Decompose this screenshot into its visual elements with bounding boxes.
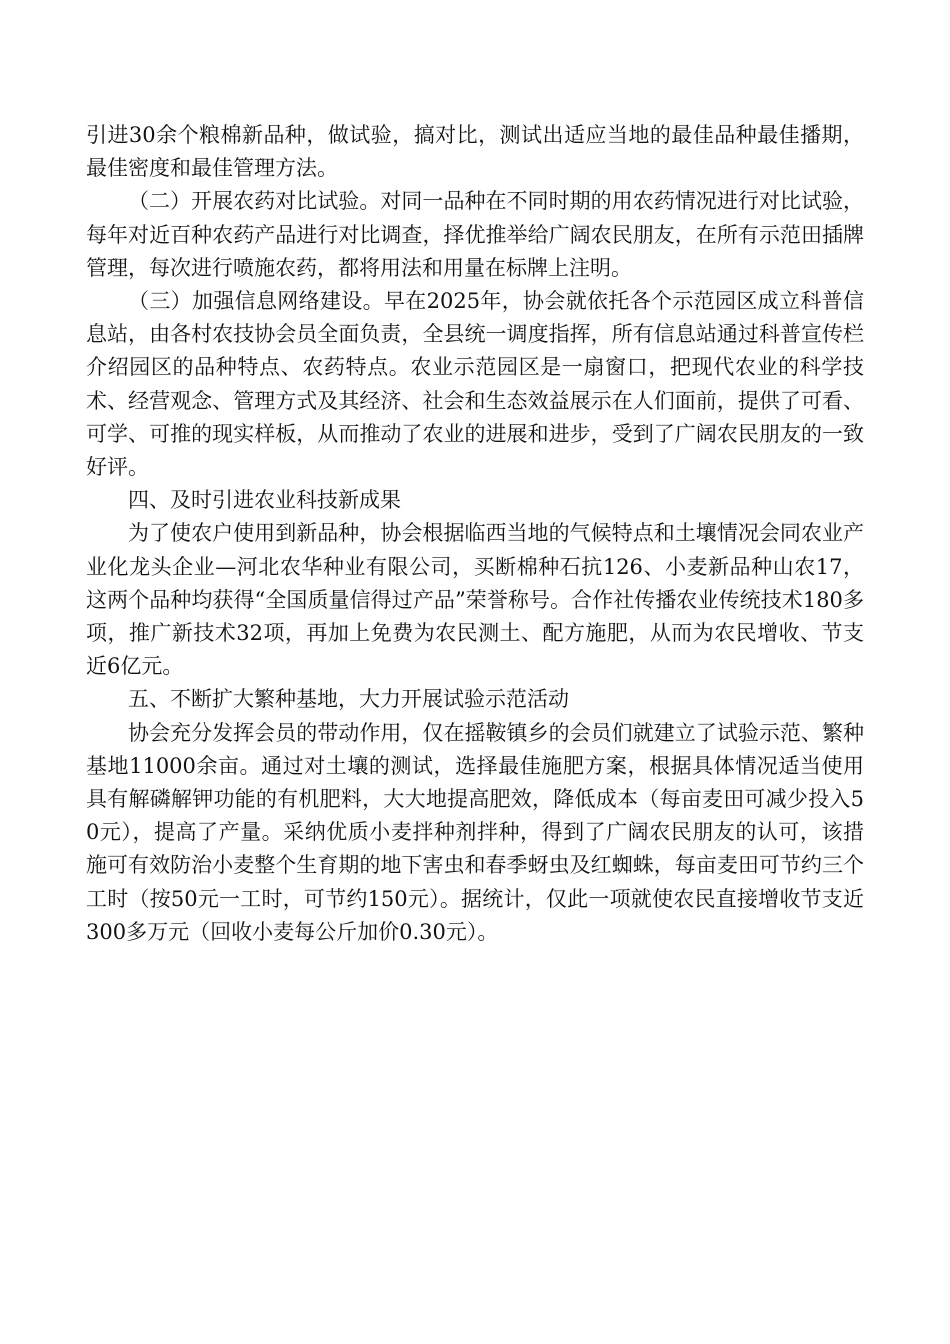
- section-heading-4: 四、及时引进农业科技新成果: [128, 488, 401, 513]
- document-body: [86, 119, 864, 949]
- paragraph-2: （二）开展农药对比试验。对同一品种在不同时期的用农药情况进行对比试验，每年对近百种农药产品进行对比调查，择优推举给广阔农民朋友，在所有示范田插牌管理，每次进行喷施农药，都将用法和用量在标牌上注明。: [86, 189, 864, 280]
- paragraph-3: （三）加强信息网络建设。早在2025年，协会就依托各个示范园区成立科普信息站，由各村农技协会员全面负责，全县统一调度指挥，所有信息站通过科普宣传栏介绍园区的品种特点、农药特点。农业示范园区是一扇窗口，把现代农业的科学技术、经营观念、管理方式及其经济、社会和生态效益展示在人们面前，提供了可看、可学、可推的现实样板，从而推动了农业的进展和进步，受到了广阔农民朋友的一致好评。: [86, 289, 864, 480]
- section-heading-5: 五、不断扩大繁种基地，大力开展试验示范活动: [128, 687, 569, 712]
- paragraph-1: 引进30余个粮棉新品种，做试验，搞对比，测试出适应当地的最佳品种最佳播期，最佳密度和最佳管理方法。: [86, 123, 864, 181]
- paragraph-5: 协会充分发挥会员的带动作用，仅在摇鞍镇乡的会员们就建立了试验示范、繁种基地11000余亩。通过对土壤的测试，选择最佳施肥方案，根据具体情况适当使用具有解磷解钾功能的有机肥料，大大地提高肥效，降低成本（每亩麦田可减少投入50元），提高了产量。采纳优质小麦拌种剂拌种，得到了广阔农民朋友的认可，该措施可有效防治小麦整个生育期的地下害虫和春季蚜虫及红蜘蛛，每亩麦田可节约三个工时（按50元一工时，可节约150元）。据统计，仅此一项就使农民直接增收节支近300多万元（回收小麦每公斤加价0.30元）。: [86, 720, 864, 944]
- paragraph-4: 为了使农户使用到新品种，协会根据临西当地的气候特点和土壤情况会同农业产业化龙头企业—河北农华种业有限公司，买断棉种石抗126、小麦新品种山农17，这两个品种均获得“全国质量信得过产品”荣誉称号。合作社传播农业传统技术180多项，推广新技术32项，再加上免费为农民测土、配方施肥，从而为农民增收、节支近6亿元。: [86, 521, 864, 679]
